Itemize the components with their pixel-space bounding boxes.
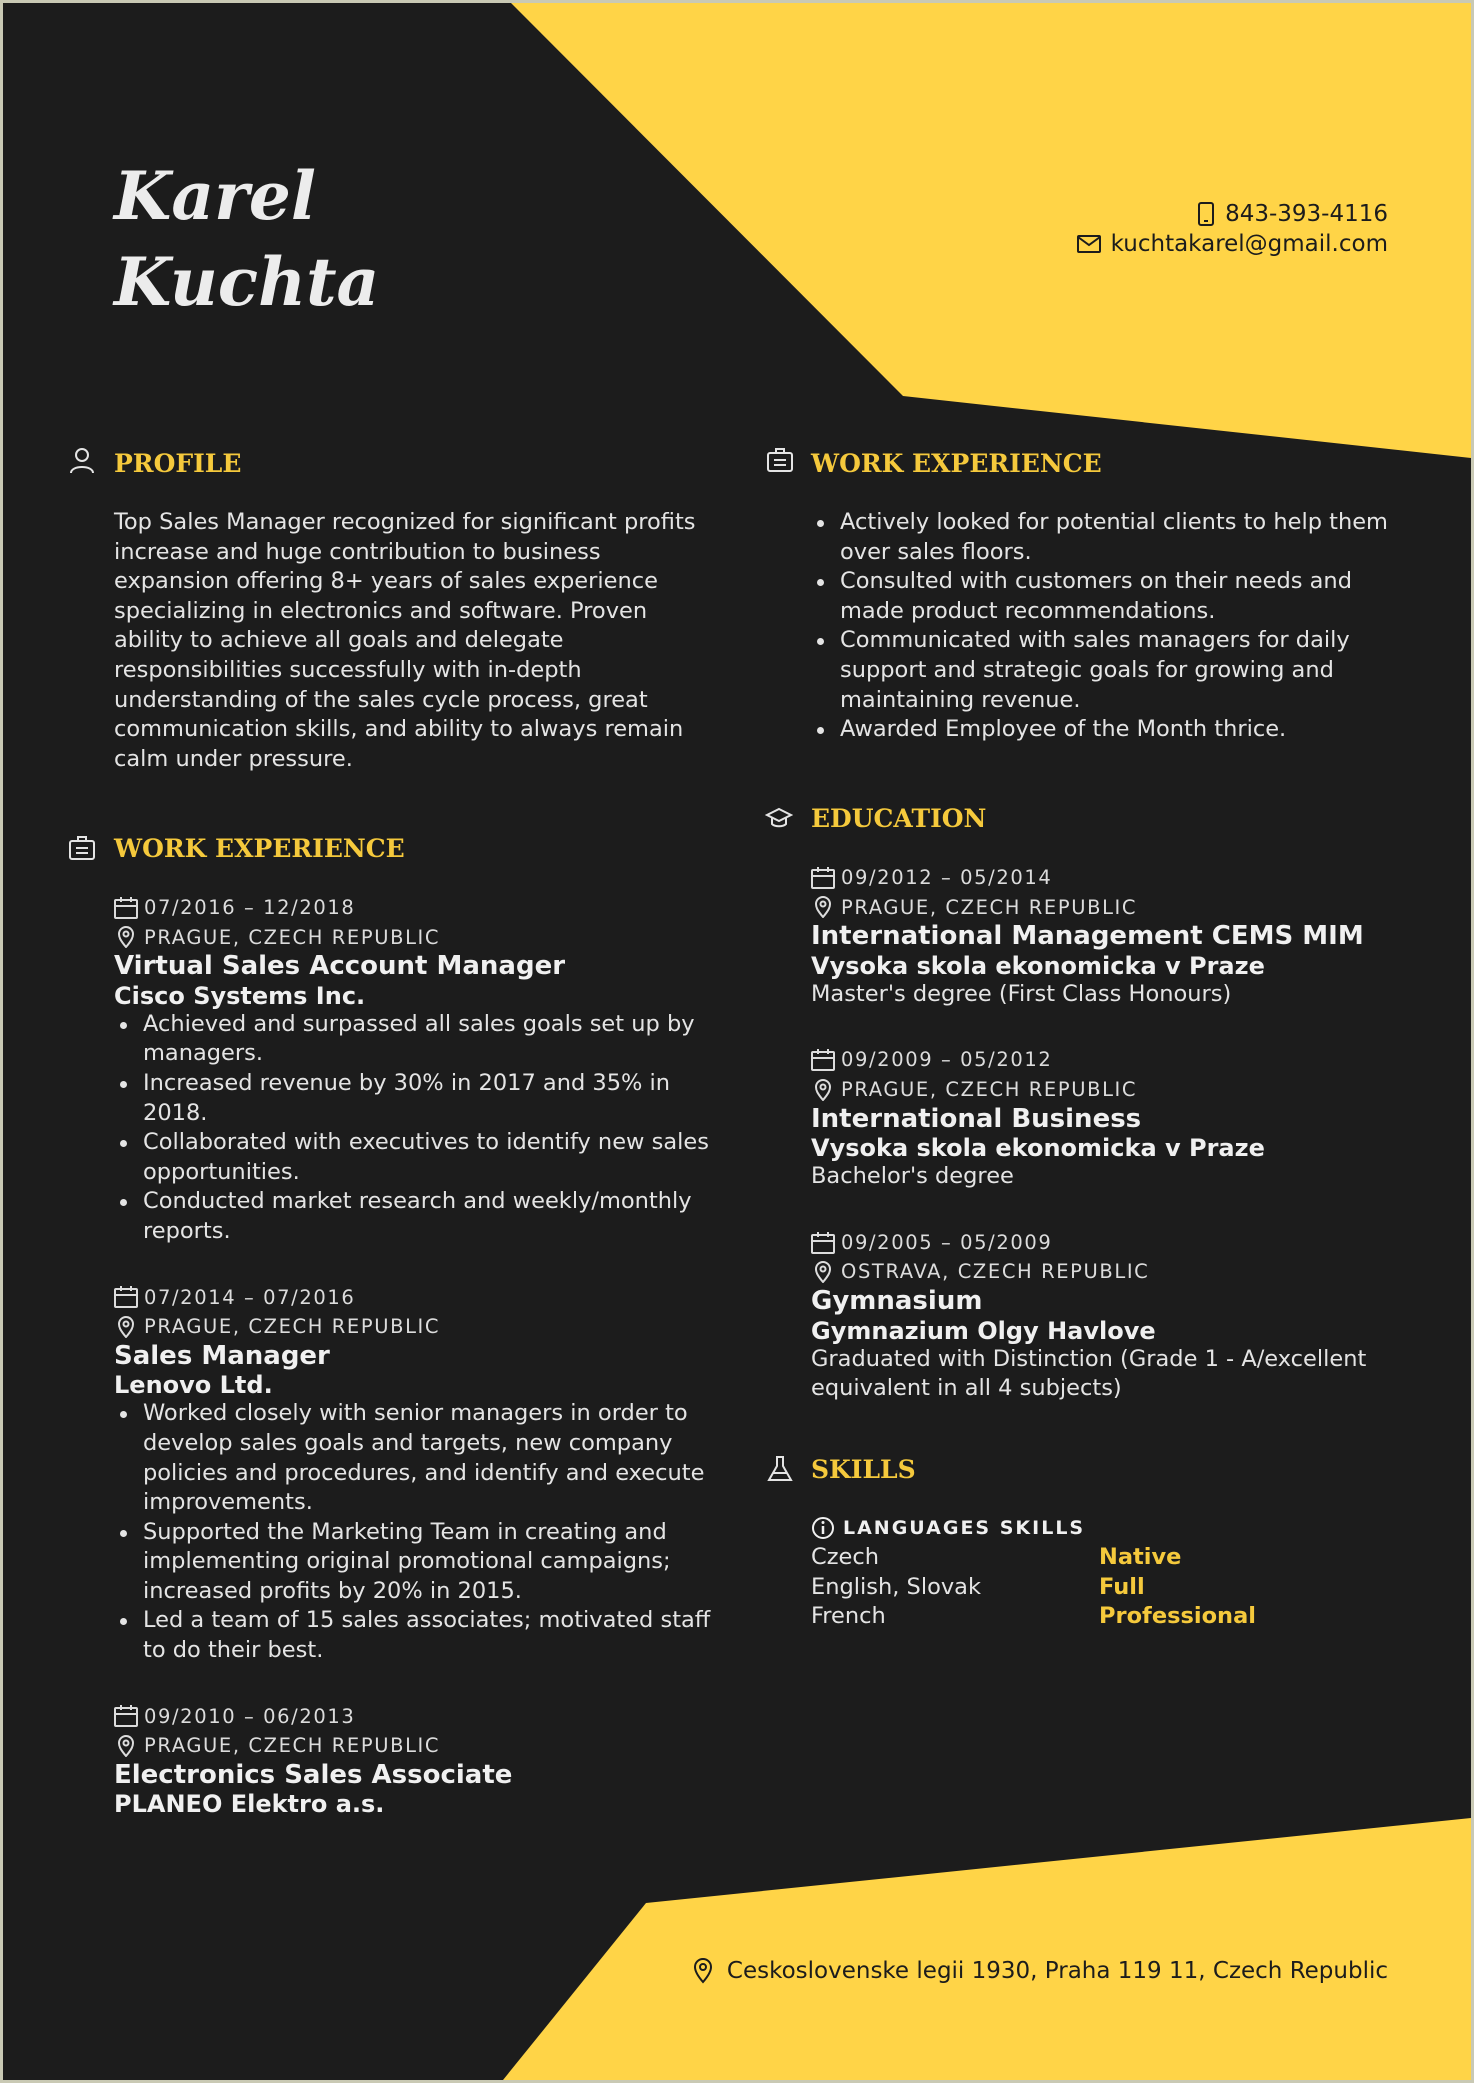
- education-location: [811, 1257, 1411, 1287]
- location-pin-icon: [693, 1958, 713, 1984]
- profile-heading: PROFILE: [114, 449, 242, 478]
- language-level: Professional: [1099, 1603, 1256, 1630]
- languages-block: [811, 1513, 1371, 1632]
- job-dates-text: 09/2010 – 06/2013: [144, 1704, 356, 1728]
- work-bullet: Awarded Employee of the Month thrice.: [840, 715, 1400, 745]
- calendar-icon: [114, 1286, 138, 1308]
- job-company: PLANEO Elektro a.s.: [114, 1790, 385, 1819]
- education-location-text: OSTRAVA, CZECH REPUBLIC: [841, 1260, 1150, 1284]
- education-dates: [811, 863, 1411, 893]
- calendar-icon: [114, 1705, 138, 1727]
- job-dates-text: 07/2016 – 12/2018: [144, 896, 356, 919]
- job-location-text: PRAGUE, CZECH REPUBLIC: [144, 1315, 441, 1339]
- calendar-icon: [811, 1232, 835, 1254]
- job-entry: [114, 893, 714, 1247]
- job-bullet: Collaborated with executives to identify new sales opportunities.: [143, 1128, 714, 1187]
- education-heading: EDUCATION: [811, 804, 987, 833]
- email-row: [1077, 229, 1388, 259]
- education-program: Gymnasium: [811, 1285, 983, 1316]
- language-name: English, Slovak: [811, 1573, 981, 1600]
- work-experience-list: [114, 893, 714, 1854]
- education-dates: [811, 1045, 1411, 1075]
- full-name: [114, 153, 379, 325]
- job-role: Sales Manager: [114, 1340, 330, 1371]
- job-location: [114, 923, 714, 953]
- phone-icon: [1197, 202, 1215, 226]
- last-name: Kuchta: [114, 243, 380, 321]
- location-pin-icon: [114, 926, 138, 948]
- job-company: Cisco Systems Inc.: [114, 981, 366, 1010]
- language-level: Native: [1099, 1544, 1182, 1570]
- education-degree: Bachelor's degree: [811, 1163, 1014, 1190]
- calendar-icon: [114, 897, 138, 919]
- education-list: [811, 863, 1411, 1440]
- job-bullet: Conducted market research and weekly/monthly reports.: [143, 1187, 714, 1246]
- job-location: [114, 1312, 714, 1342]
- job-entry: [114, 1283, 714, 1666]
- location-pin-icon: [811, 1079, 835, 1101]
- education-school: Vysoka skola ekonomicka v Praze: [811, 1134, 1265, 1163]
- education-school: Vysoka skola ekonomicka v Praze: [811, 951, 1265, 980]
- job-bullet: Achieved and surpassed all sales goals set up by managers.: [143, 1010, 714, 1069]
- education-dates-text: 09/2012 – 05/2014: [841, 866, 1053, 889]
- job-bullet: Worked closely with senior managers in order to develop sales goals and targets, new company policies and procedures, and identify and execute improvements.: [143, 1399, 714, 1517]
- education-dates-text: 09/2009 – 05/2012: [841, 1048, 1053, 1072]
- mail-icon: [1077, 235, 1101, 253]
- phone-row: [1077, 199, 1388, 229]
- work-bullet: Communicated with sales managers for daily support and strategic goals for growing and maintaining revenue.: [840, 626, 1400, 715]
- education-dates: [811, 1228, 1411, 1258]
- language-name: French: [811, 1603, 886, 1630]
- education-location-text: PRAGUE, CZECH REPUBLIC: [841, 895, 1138, 919]
- education-program: International Management CEMS MIM: [811, 921, 1364, 952]
- first-name: Karel: [114, 157, 316, 235]
- calendar-icon: [811, 1049, 835, 1071]
- briefcase-icon: [766, 446, 794, 474]
- location-pin-icon: [114, 1316, 138, 1338]
- languages-heading: [811, 1513, 1371, 1543]
- footer-address: [693, 1956, 1388, 1986]
- job-entry: [114, 1702, 714, 1819]
- work-bullet: Consulted with customers on their needs and made product recommendations.: [840, 567, 1400, 626]
- job-bullet: Increased revenue by 30% in 2017 and 35% in 2018.: [143, 1069, 714, 1128]
- location-pin-icon: [811, 896, 835, 918]
- address-text: Ceskoslovenske legii 1930, Praha 119 11, Czech Republic: [726, 1958, 1388, 1984]
- job-location-text: PRAGUE, CZECH REPUBLIC: [144, 925, 441, 949]
- bottom-yellow-shape: [503, 1818, 1471, 2080]
- contact-block: [1077, 199, 1388, 259]
- phone-number[interactable]: 843-393-4116: [1225, 201, 1388, 227]
- job-dates: [114, 1702, 714, 1732]
- job-location: [114, 1731, 714, 1761]
- education-entry: [811, 863, 1411, 1009]
- job-company: Lenovo Ltd.: [114, 1371, 273, 1400]
- profile-text: Top Sales Manager recognized for significant profits increase and huge contribution to business expansion offering 8+ years of sales experience specializing in electronics and software. Proven ability to achieve all goals and delegate responsibilities successfully with in-depth understanding of the sales cycle process, great communication skills, and ability to always remain calm under pressure.: [114, 509, 696, 772]
- education-degree: Graduated with Distinction (Grade 1 - A/excellent equivalent in all 4 subjects): [811, 1345, 1367, 1402]
- work-bullet: Actively looked for potential clients to help them over sales floors.: [840, 508, 1400, 567]
- job-bullets: [114, 1010, 714, 1247]
- briefcase-icon: [68, 834, 96, 862]
- education-degree: Master's degree (First Class Honours): [811, 980, 1232, 1007]
- language-name: Czech: [811, 1544, 879, 1570]
- education-entry: [811, 1228, 1411, 1404]
- email-address[interactable]: kuchtakarel@gmail.com: [1110, 231, 1388, 257]
- education-program: International Business: [811, 1103, 1142, 1134]
- education-location: [811, 893, 1411, 923]
- skills-heading: SKILLS: [811, 1455, 916, 1484]
- location-pin-icon: [114, 1735, 138, 1757]
- language-row: [811, 1602, 1371, 1632]
- job-role: Virtual Sales Account Manager: [114, 951, 566, 982]
- education-location: [811, 1075, 1411, 1105]
- job-dates: [114, 1283, 714, 1313]
- job-bullet: Supported the Marketing Team in creating and implementing original promotional campaigns; increased profits by 20% in 2015.: [143, 1518, 714, 1607]
- job-dates: [114, 893, 714, 923]
- graduation-cap-icon: [765, 804, 793, 832]
- work-experience-heading-right: WORK EXPERIENCE: [811, 449, 1102, 478]
- calendar-icon: [811, 867, 835, 889]
- job-location-text: PRAGUE, CZECH REPUBLIC: [144, 1734, 441, 1758]
- resume-page: [3, 3, 1471, 2080]
- work-experience-bullets: [811, 508, 1400, 745]
- education-school: Gymnazium Olgy Havlove: [811, 1316, 1156, 1345]
- education-entry: [811, 1045, 1411, 1191]
- job-bullet: Led a team of 15 sales associates; motivated staff to do their best.: [143, 1606, 714, 1665]
- work-experience-heading: WORK EXPERIENCE: [114, 834, 405, 863]
- language-row: [811, 1573, 1371, 1603]
- user-icon: [68, 446, 96, 474]
- languages-heading-text: LANGUAGES SKILLS: [843, 1517, 1086, 1539]
- info-icon: [811, 1516, 835, 1540]
- job-bullets: [114, 1399, 714, 1665]
- language-level: Full: [1099, 1573, 1145, 1600]
- job-dates-text: 07/2014 – 07/2016: [144, 1285, 356, 1309]
- language-row: [811, 1543, 1371, 1573]
- flask-icon: [766, 1455, 794, 1483]
- education-location-text: PRAGUE, CZECH REPUBLIC: [841, 1077, 1138, 1101]
- location-pin-icon: [811, 1261, 835, 1283]
- job-role: Electronics Sales Associate: [114, 1759, 513, 1790]
- education-dates-text: 09/2005 – 05/2009: [841, 1230, 1053, 1254]
